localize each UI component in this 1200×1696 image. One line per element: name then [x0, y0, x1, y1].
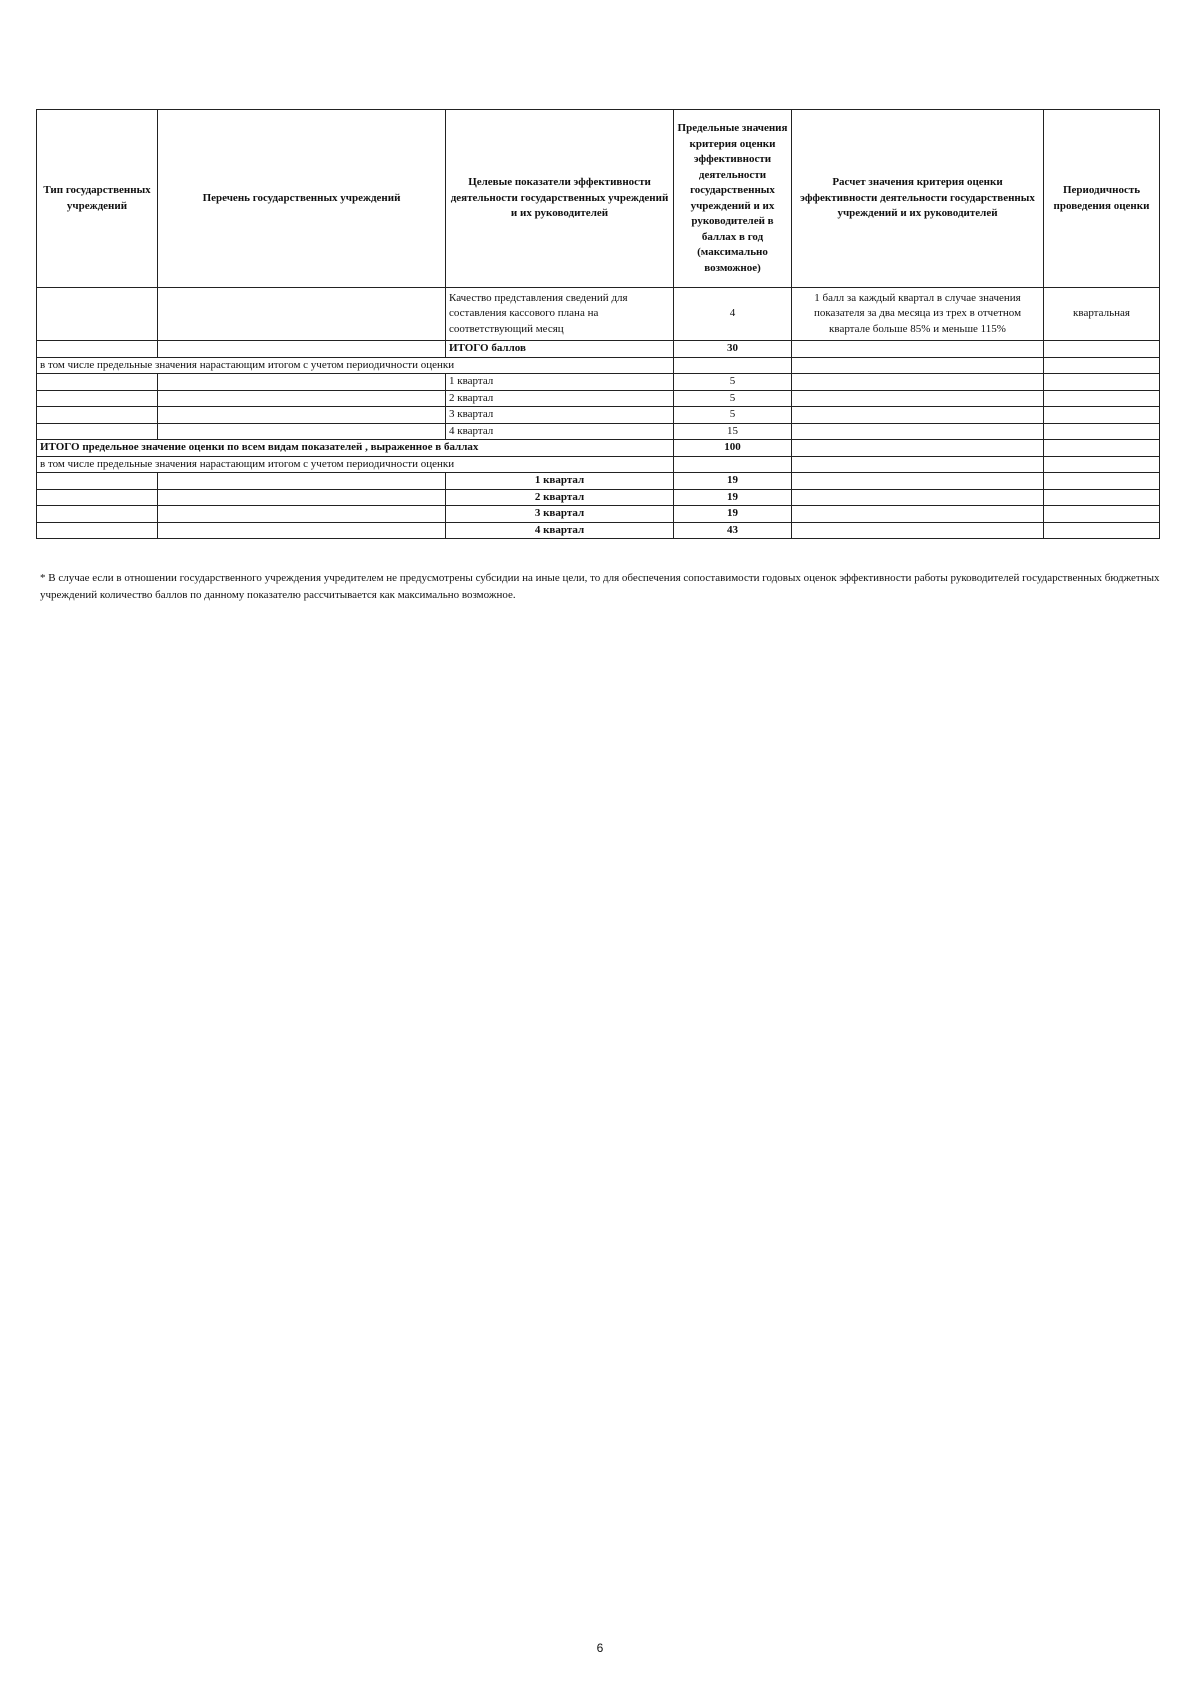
- indicator-cell: Качество представления сведений для составления кассового плана на соответствующий месяц: [446, 288, 674, 341]
- calculation-cell: 1 балл за каждый квартал в случае значения показателя за два месяца из трех в отчетном квартале больше 85% и меньше 115%: [792, 288, 1044, 341]
- quarter-label: 1 квартал: [446, 473, 674, 490]
- total-label: ИТОГО баллов: [446, 341, 674, 358]
- header-indicators: Целевые показатели эффективности деятельности государственных учреждений и их руководителей: [446, 110, 674, 288]
- quarter-value: 15: [674, 423, 792, 440]
- quarter-label: 3 квартал: [446, 407, 674, 424]
- quarter-value: 43: [674, 522, 792, 539]
- quarter-row: [37, 489, 1160, 506]
- header-list: Перечень государственных учреждений: [158, 110, 446, 288]
- quarter-value: 5: [674, 390, 792, 407]
- quarter-row: [37, 407, 1160, 424]
- header-periodicity: Периодичность проведения оценки: [1044, 110, 1160, 288]
- table-row: [37, 288, 1160, 341]
- quarter-label: 4 квартал: [446, 522, 674, 539]
- points-cell: 4: [674, 288, 792, 341]
- quarter-value: 5: [674, 407, 792, 424]
- quarter-value: 19: [674, 489, 792, 506]
- quarter-label: 1 квартал: [446, 374, 674, 391]
- cumulative-label: в том числе предельные значения нарастающим итогом с учетом периодичности оценки: [37, 456, 674, 473]
- grand-total-value: 100: [674, 440, 792, 457]
- total-row: [37, 341, 1160, 358]
- header-calculation: Расчет значения критерия оценки эффективности деятельности государственных учреждений и их руководителей: [792, 110, 1044, 288]
- quarter-row: [37, 423, 1160, 440]
- cumulative-row: [37, 357, 1160, 374]
- quarter-value: 19: [674, 506, 792, 523]
- quarter-row: [37, 390, 1160, 407]
- header-max-points: Предельные значения критерия оценки эффективности деятельности государственных учреждений и их руководителей в баллах в год (максимально возможное): [674, 110, 792, 288]
- quarter-row: [37, 522, 1160, 539]
- evaluation-table: [36, 109, 1160, 539]
- quarter-row: [37, 506, 1160, 523]
- header-type: Тип государственных учреждений: [37, 110, 158, 288]
- page-number: 6: [596, 1641, 604, 1655]
- quarter-label: 3 квартал: [446, 506, 674, 523]
- quarter-label: 2 квартал: [446, 390, 674, 407]
- quarter-label: 4 квартал: [446, 423, 674, 440]
- cumulative-row: [37, 456, 1160, 473]
- periodicity-cell: квартальная: [1044, 288, 1160, 341]
- footnote: * В случае если в отношении государственного учреждения учредителем не предусмотрены субсидии на иные цели, то для обеспечения сопоставимости годовых оценок эффективности работы руководителей государственных бюджетных учреждений количество баллов по данному показателю рассчитывается как максимально возможное.: [40, 572, 1160, 601]
- quarter-value: 19: [674, 473, 792, 490]
- quarter-row: [37, 473, 1160, 490]
- quarter-label: 2 квартал: [446, 489, 674, 506]
- total-value: 30: [674, 341, 792, 358]
- grand-total-label: ИТОГО предельное значение оценки по всем видам показателей , выраженное в баллах: [37, 440, 674, 457]
- quarter-row: [37, 374, 1160, 391]
- header-row: [37, 110, 1160, 288]
- cumulative-label: в том числе предельные значения нарастающим итогом с учетом периодичности оценки: [37, 357, 674, 374]
- quarter-value: 5: [674, 374, 792, 391]
- grand-total-row: [37, 440, 1160, 457]
